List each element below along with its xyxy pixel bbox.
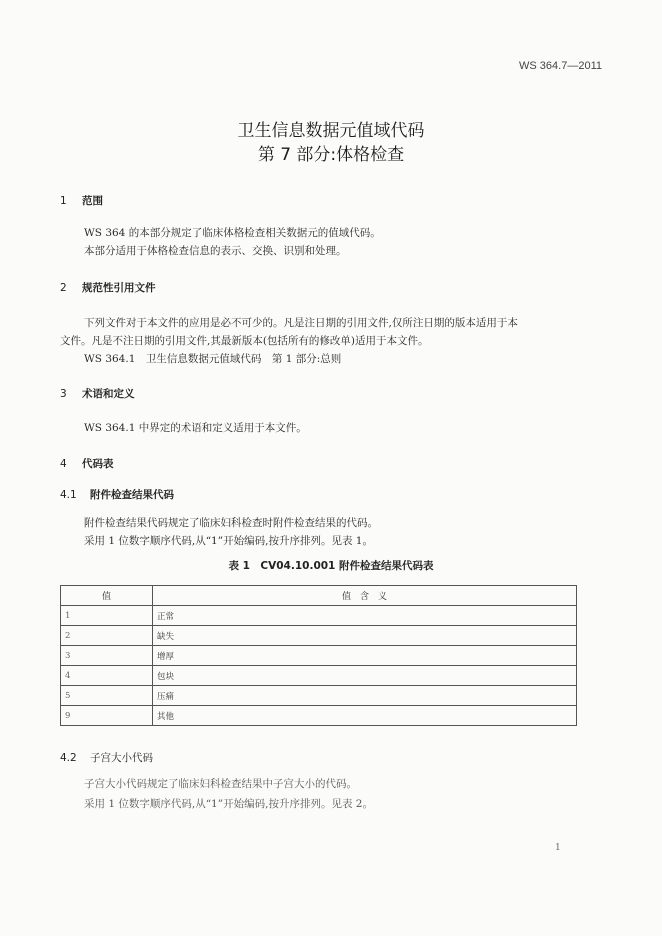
code-value: 1 (61, 606, 153, 626)
section-4-2-heading (60, 750, 153, 765)
code-table (60, 585, 577, 726)
section-number: 1 (60, 195, 67, 207)
table-row (61, 706, 577, 726)
code-meaning: 压痛 (153, 686, 577, 706)
column-header-meaning: 值 含 义 (153, 586, 577, 606)
section-3-heading (60, 386, 135, 401)
section-4-1-paragraph-1: 附件检查结果代码规定了临床妇科检查时附件检查结果的代码。 (84, 517, 378, 529)
section-title: 规范性引用文件 (82, 282, 156, 294)
section-4-heading (60, 456, 114, 471)
section-number: 4 (60, 458, 67, 470)
code-value: 9 (61, 706, 153, 726)
section-1-heading (60, 193, 103, 208)
section-title: 代码表 (82, 458, 114, 470)
section-title: 术语和定义 (82, 388, 135, 400)
code-meaning: 增厚 (153, 646, 577, 666)
table-header-row (61, 586, 577, 606)
section-2-paragraph-1b: 文件。凡是不注日期的引用文件,其最新版本(包括所有的修改单)适用于本文件。 (60, 335, 429, 347)
section-4-2-paragraph-2: 采用 1 位数字顺序代码,从“1”开始编码,按升序排列。见表 2。 (84, 798, 373, 810)
table-row (61, 646, 577, 666)
table-row (61, 606, 577, 626)
section-2-heading (60, 280, 156, 295)
section-1-paragraph-1: WS 364 的本部分规定了临床体格检查相关数据元的值域代码。 (84, 227, 381, 239)
section-title: 子宫大小代码 (90, 752, 153, 764)
section-4-1-heading (60, 487, 174, 502)
code-value: 3 (61, 646, 153, 666)
section-number: 3 (60, 388, 67, 400)
document-id: WS 364.7—2011 (519, 60, 602, 72)
section-1-paragraph-2: 本部分适用于体格检查信息的表示、交换、识别和处理。 (84, 245, 347, 257)
section-2-paragraph-1a: 下列文件对于本文件的应用是必不可少的。凡是注日期的引用文件,仅所注日期的版本适用于本 (84, 317, 518, 329)
page-number: 1 (555, 843, 561, 853)
code-value: 5 (61, 686, 153, 706)
section-number: 4.1 (60, 489, 77, 501)
document-title: 卫生信息数据元值域代码 (237, 121, 425, 141)
code-meaning: 包块 (153, 666, 577, 686)
column-header-value: 值 (61, 586, 153, 606)
table-1-caption: 表 1 CV04.10.001 附件检查结果代码表 (228, 560, 434, 572)
code-value: 2 (61, 626, 153, 646)
section-3-paragraph-1: WS 364.1 中界定的术语和定义适用于本文件。 (84, 422, 307, 434)
code-meaning: 正常 (153, 606, 577, 626)
normative-reference: WS 364.1 卫生信息数据元值域代码 第 1 部分:总则 (84, 353, 342, 365)
code-meaning: 缺失 (153, 626, 577, 646)
table-row (61, 626, 577, 646)
section-title: 范围 (82, 195, 103, 207)
section-4-1-paragraph-2: 采用 1 位数字顺序代码,从“1”开始编码,按升序排列。见表 1。 (84, 535, 373, 547)
code-value: 4 (61, 666, 153, 686)
table-row (61, 666, 577, 686)
document-subtitle: 第 7 部分:体格检查 (257, 145, 405, 165)
section-4-2-paragraph-1: 子宫大小代码规定了临床妇科检查结果中子宫大小的代码。 (84, 778, 357, 790)
section-number: 4.2 (60, 752, 77, 764)
table-row (61, 686, 577, 706)
section-number: 2 (60, 282, 67, 294)
section-title: 附件检查结果代码 (90, 489, 174, 501)
code-meaning: 其他 (153, 706, 577, 726)
